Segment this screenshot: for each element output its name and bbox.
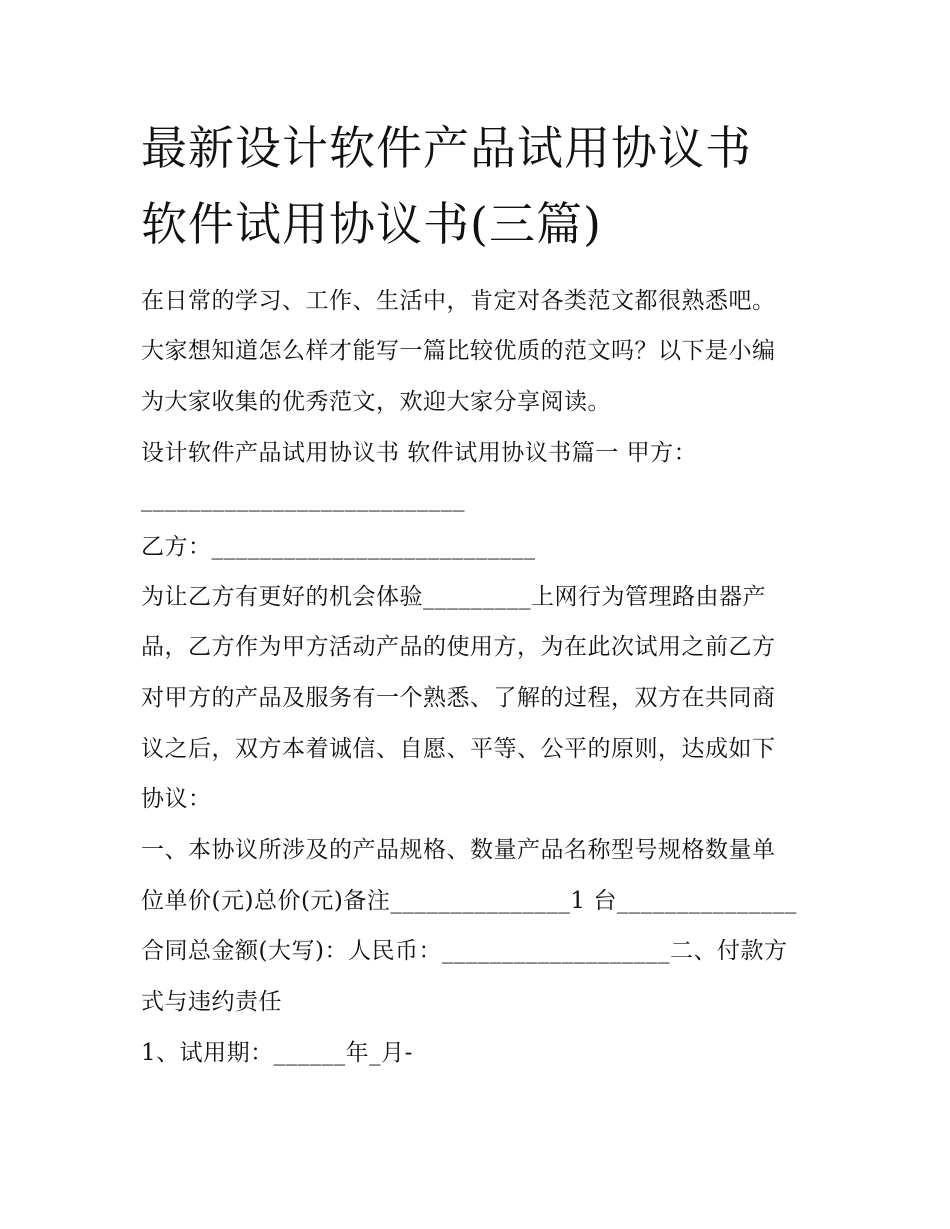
paragraph-line: 式与违约责任 [141,989,282,1015]
paragraph-line: 设计软件产品试用协议书 软件试用协议书篇一 甲方： [141,440,698,466]
paragraph-line: 为让乙方有更好的机会体验_________上网行为管理路由器产 [141,584,766,610]
paragraph-line: 位单价(元)总价(元)备注_______________1 台_______________ [141,888,797,914]
paragraph-line: 在日常的学习、工作、生活中，肯定对各类范文都很熟悉吧。 [141,288,776,314]
party-b-line: 乙方：___________________________ [141,534,536,560]
paragraph-line: 协议： [141,786,212,812]
paragraph-line: 议之后，双方本着诚信、自愿、平等、公平的原则，达成如下 [141,736,776,762]
paragraph-line: 大家想知道怎么样才能写一篇比较优质的范文吗？以下是小编 [141,338,776,364]
paragraph-line: 一、本协议所涉及的产品规格、数量产品名称型号规格数量单 [141,837,776,863]
paragraph-line: 对甲方的产品及服务有一个熟悉、了解的过程，双方在共同商 [141,685,776,711]
paragraph-line: 1、试用期：______年_月- [141,1040,413,1066]
document-title-line-1: 最新设计软件产品试用协议书 [141,121,752,175]
paragraph-line: 品，乙方作为甲方活动产品的使用方，为在此次试用之前乙方 [141,634,776,660]
document-title-line-2: 软件试用协议书(三篇) [141,197,602,251]
party-a-blank-line: ___________________________ [141,486,465,512]
paragraph-line: 合同总金额(大写)：人民币：___________________二、付款方 [141,938,788,964]
paragraph-line: 为大家收集的优秀范文，欢迎大家分享阅读。 [141,389,611,415]
